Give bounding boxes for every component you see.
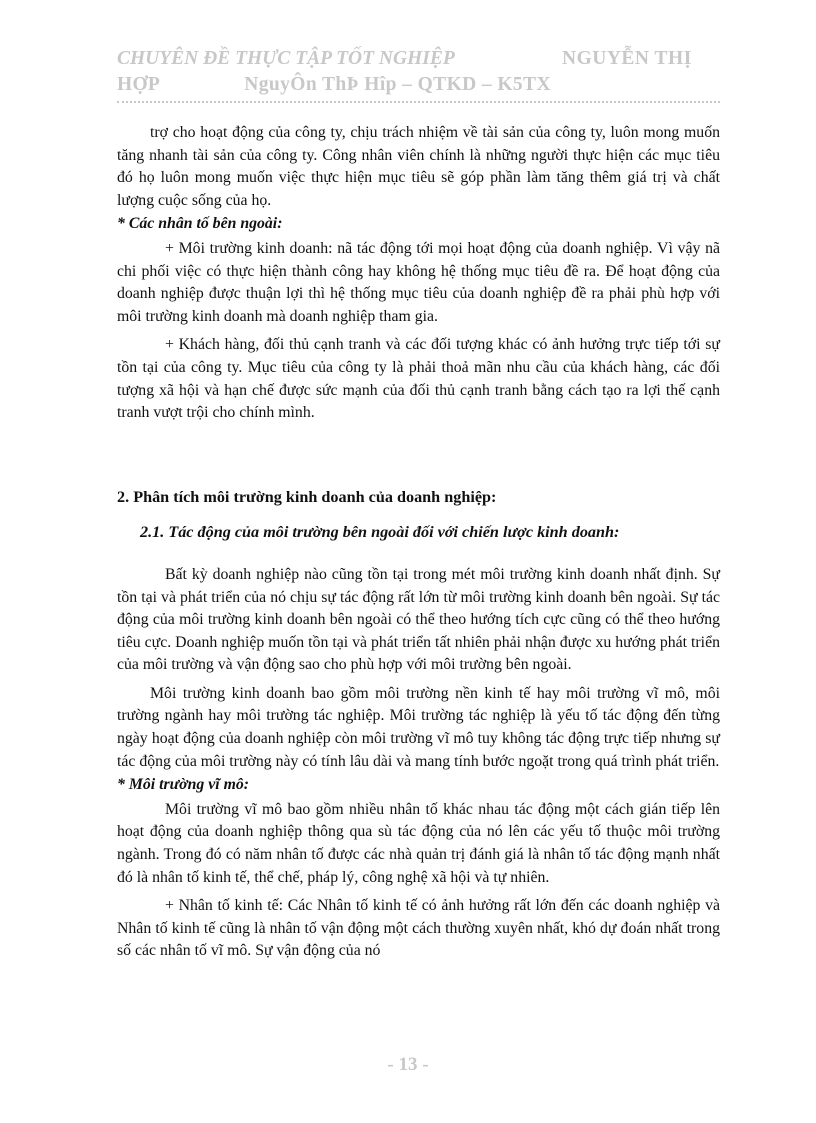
subheading-external-factors: * Các nhân tố bên ngoài: [117, 215, 283, 233]
section-heading-2: 2. Phân tích môi trường kinh doanh của doanh nghiệp: [117, 487, 497, 506]
header-rule [117, 101, 720, 103]
paragraph-1: trợ cho hoạt động của công ty, chịu trách nhiệm về tài sản của công ty, luôn mong muốn tăng nhanh tài sản của công ty. Công nhân viên chính là những người thực hiện các mục tiêu đó họ luôn mong muốn việc thực hiện mục tiêu sẽ góp phần làm tăng thêm giá trị và chất lượng cuộc sống của họ. [117, 124, 720, 209]
paragraph-6: Môi trường vĩ mô bao gồm nhiều nhân tố khác nhau tác động một cách gián tiếp lên hoạt động của doanh nghiệp thông qua sù tác động của nó lên các yếu tố thuộc môi trường ngành. Trong đó có năm nhân tố được các nhà quản trị đánh giá là nhân tố tác động mạnh nhất đó là nhân tố kinh tế, thể chế, pháp lý, công nghệ xã hội và tự nhiên. [117, 800, 720, 886]
document-body [117, 122, 720, 963]
paragraph-3: + Khách hàng, đối thủ cạnh tranh và các đối tượng khác có ảnh hưởng trực tiếp tới sự tồn tại của công ty. Mục tiêu của công ty là phải thoả mãn nhu cầu của khách hàng, các đối tượng xã hội và hạn chế được sức mạnh của đối thủ cạnh tranh bằng cách tạo ra lợi thế cạnh tranh vượt trội cho chính mình. [117, 336, 720, 422]
paragraph-5: Môi trường kinh doanh bao gồm môi trường nền kinh tế hay môi trường vĩ mô, môi trường ngành hay môi trường tác nghiệp. Môi trường tác nghiệp là yếu tố tác động đến từng ngày hoạt động của doanh nghiệp còn môi trường vĩ mô tuy không tác động trực tiếp nhưng sự tác động của môi trường này có tính lâu dài và mang tính bước ngoặt trong quá trình phát triển. [117, 684, 720, 770]
page-number: - 13 - [387, 1054, 429, 1075]
header-right-title: NGUYỄN THỊ [562, 48, 692, 69]
paragraph-4: Bất kỳ doanh nghiệp nào cũng tồn tại trong mét môi trường kinh doanh nhất định. Sự tồn tại và phát triển của nó chịu sự tác động rất lớn từ môi trường kinh doanh bên ngoài. Sự tác động của môi trường kinh doanh bên ngoài có thể theo hướng tích cực cũng có thể theo hướng tiêu cực. Doanh nghiệp muốn tồn tại và phát triển tất nhiên phải nhận được xu hướng phát triển của môi trường và vận động sao cho phù hợp với môi trường bên ngoài. [117, 565, 720, 674]
header-line-2 [117, 72, 717, 98]
paragraph-7: + Nhân tố kinh tế: Các Nhân tố kinh tế có ảnh hưởng rất lớn đến các doanh nghiệp và Nhân tố kinh tế cũng là nhân tố vận động một cách thường xuyên nhất, khó dự đoán nhất trong số các nhân tố vĩ mô. Sự vận động của nó [117, 897, 720, 960]
header-author-course: NguyÔn ThÞ Hîp – QTKD – K5TX [244, 74, 551, 95]
header-left-title: CHUYÊN ĐỀ THỰC TẬP TỐT NGHIỆP [117, 48, 455, 69]
header-author-surname: HỢP [117, 74, 160, 95]
paragraph-2: + Môi trường kinh doanh: nã tác động tới mọi hoạt động của doanh nghiệp. Vì vậy nã chi phối việc có thực hiện thành công hay không hệ thống mục tiêu đề ra. Để hoạt động của doanh nghiệp được thuận lợi thì hệ thống mục tiêu của doanh nghiệp đề ra phải phù hợp với môi trường kinh doanh mà doanh nghiệp tham gia. [117, 239, 720, 325]
page-header [117, 46, 717, 98]
subheading-macro-environment: * Môi trường vĩ mô: [117, 776, 250, 794]
header-line-1 [117, 46, 717, 72]
section-heading-2-1: 2.1. Tác động của môi trường bên ngoài đối với chiến lược kinh doanh: [140, 523, 620, 542]
